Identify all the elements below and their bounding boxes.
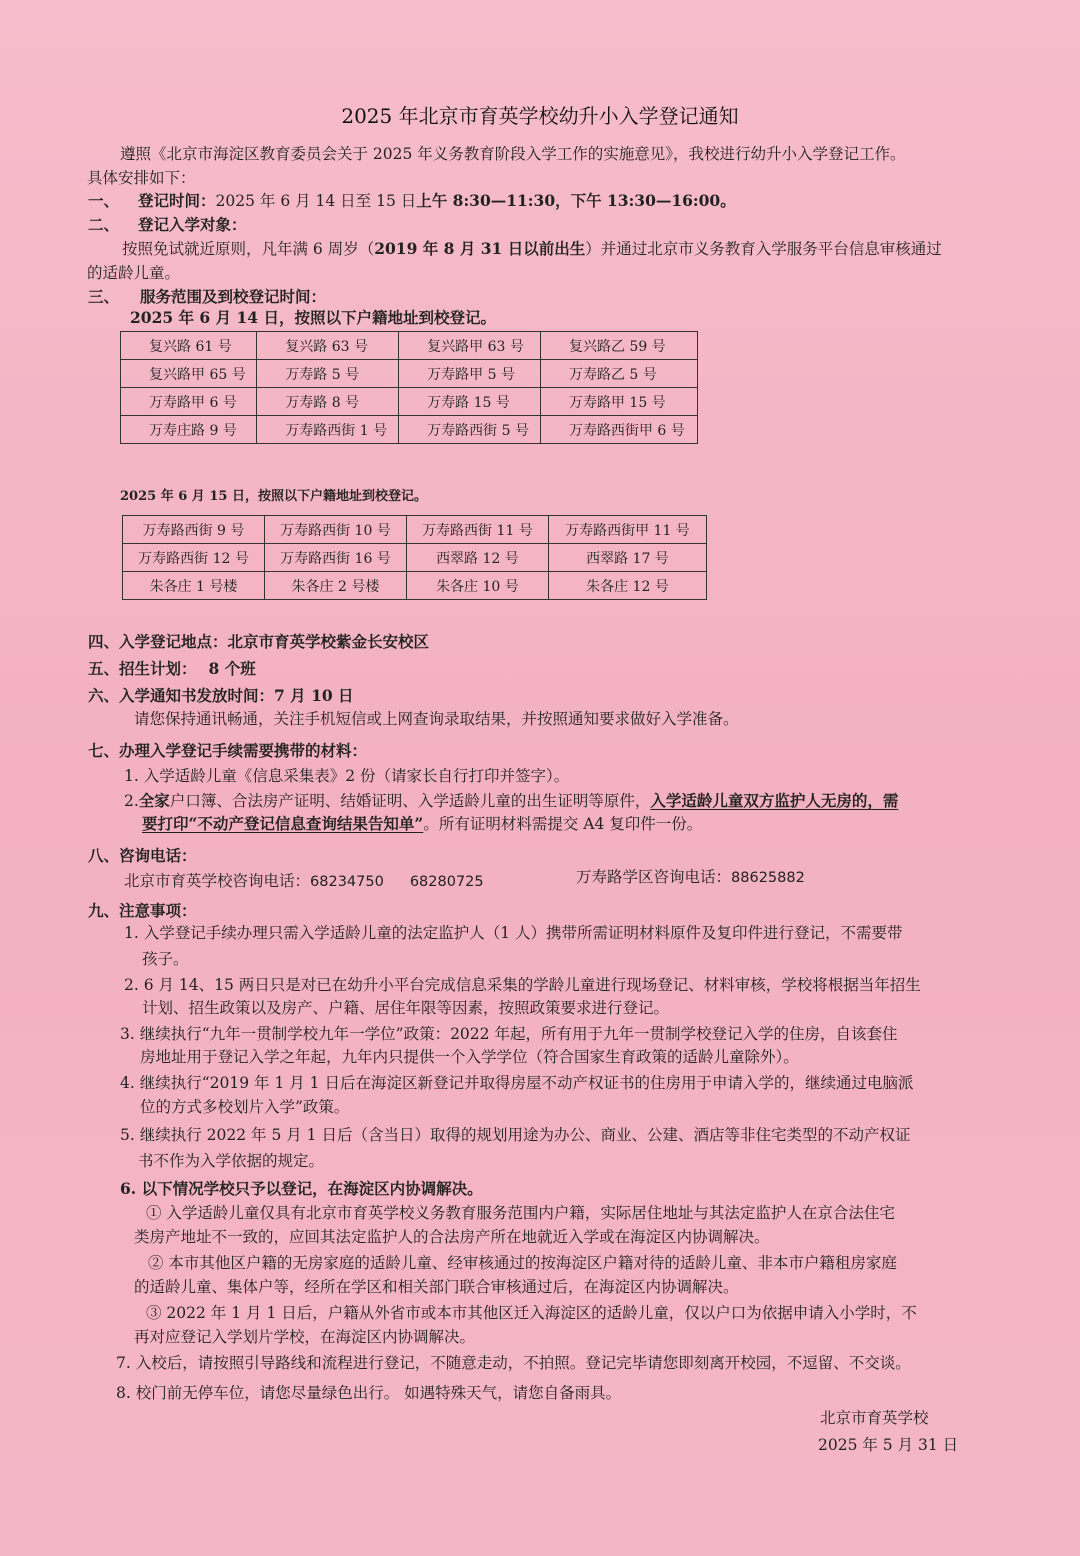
materials-item-2-text: 户口簿、合法房产证明、结婚证明、入学适龄儿童的出生证明等原件， xyxy=(169,792,651,810)
section-2-text-a: 按照免试就近原则，凡年满 6 周岁（ xyxy=(122,240,375,258)
note-1-line-1: 1. 入学登记手续办理只需入学适龄儿童的法定监护人（1 人）携带所需证明材料原件及复印件进行登记，不需要带 xyxy=(124,924,903,942)
address-cell: 万寿路甲 5 号 xyxy=(399,360,541,388)
district-phone-number: 88625882 xyxy=(731,870,805,886)
address-cell: 朱各庄 2 号楼 xyxy=(264,572,406,600)
address-cell: 朱各庄 10 号 xyxy=(406,572,548,600)
materials-item-2 xyxy=(124,790,898,812)
section-3-number: 三、 xyxy=(88,287,120,306)
address-cell: 万寿路西街 1 号 xyxy=(257,416,399,444)
intro-line-1: 遵照《北京市海淀区教育委员会关于 2025 年义务教育阶段入学工作的实施意见》，我校进行幼升小入学登记工作。 xyxy=(120,145,906,163)
section-6-label: 六、入学通知书发放时间：7 月 10 日 xyxy=(88,686,354,705)
materials-item-2-notice: 入学适龄儿童双方监护人无房的，需 xyxy=(650,791,899,810)
section-5 xyxy=(88,658,256,680)
section-1-line xyxy=(138,190,736,212)
note-1-line-2: 孩子。 xyxy=(142,950,189,968)
table-row xyxy=(121,360,698,388)
section-6-detail: 请您保持通讯畅通，关注手机短信或上网查询录取结果，并按照通知要求做好入学准备。 xyxy=(134,710,739,728)
section-1-hours: 上午 8:30—11:30，下午 13:30—16:00。 xyxy=(416,191,736,210)
day-2-heading: 2025 年 6 月 15 日，按照以下户籍地址到校登记。 xyxy=(120,489,427,504)
address-cell: 万寿路 8 号 xyxy=(257,388,399,416)
address-cell: 万寿路 15 号 xyxy=(399,388,541,416)
address-cell: 万寿庄路 9 号 xyxy=(121,416,257,444)
address-cell: 万寿路西街 12 号 xyxy=(123,544,265,572)
note-3-line-2: 房地址用于登记入学之年起，九年内只提供一个入学学位（符合国家生育政策的适龄儿童除外）。 xyxy=(140,1048,799,1066)
section-2-paragraph-end: 的适龄儿童。 xyxy=(87,264,181,282)
materials-item-2-whole-family: 全家 xyxy=(138,791,170,810)
address-cell: 复兴路甲 65 号 xyxy=(121,360,257,388)
school-phone-2: 68280725 xyxy=(409,874,484,890)
section-3-label: 服务范围及到校登记时间： xyxy=(140,287,327,306)
address-cell: 万寿路 5 号 xyxy=(257,360,399,388)
case-2-line-1: ② 本市其他区户籍的无房家庭的适龄儿童、经审核通过的按海淀区户籍对待的适龄儿童、非本市户籍租房家庭 xyxy=(148,1254,897,1272)
address-cell: 万寿路西街甲 6 号 xyxy=(540,416,697,444)
note-5-line-1: 5. 继续执行 2022 年 5 月 1 日后（含当日）取得的规划用途为办公、商业、公建、酒店等非住宅类型的不动产权证 xyxy=(120,1126,911,1144)
section-1-date: 2025 年 6 月 14 日至 15 日 xyxy=(215,192,417,210)
note-3-line-1: 3. 继续执行“九年一贯制学校九年一学位”政策：2022 年起，所有用于九年一贯制学校登记入学的住房，自该套住 xyxy=(120,1025,898,1043)
address-cell: 朱各庄 12 号 xyxy=(548,572,706,600)
address-cell: 万寿路西街 10 号 xyxy=(264,516,406,544)
table-row xyxy=(121,416,698,444)
case-3-line-2: 再对应登记入学划片学校，在海淀区内协调解决。 xyxy=(134,1328,476,1346)
address-cell: 复兴路甲 63 号 xyxy=(399,332,541,360)
address-cell: 复兴路乙 59 号 xyxy=(540,332,697,360)
address-cell: 万寿路西街 11 号 xyxy=(406,516,548,544)
address-cell: 万寿路乙 5 号 xyxy=(540,360,697,388)
table-row xyxy=(121,332,698,360)
note-8: 8. 校门前无停车位，请您尽量绿色出行。 如遇特殊天气，请您自备雨具。 xyxy=(116,1384,622,1402)
note-4-line-1: 4. 继续执行“2019 年 1 月 1 日后在海淀区新登记并取得房屋不动产权证书的住房用于申请入学的，继续通过电脑派 xyxy=(120,1074,914,1092)
address-cell: 万寿路西街 16 号 xyxy=(264,544,406,572)
section-5-value: 8 个班 xyxy=(208,659,256,678)
signature-org: 北京市育英学校 xyxy=(820,1409,929,1427)
section-5-label: 五、招生计划： xyxy=(88,659,197,678)
address-cell: 西翠路 12 号 xyxy=(406,544,548,572)
district-phone xyxy=(576,866,805,889)
section-2-number: 二、 xyxy=(88,215,120,234)
section-1-number: 一、 xyxy=(88,191,120,210)
table-row xyxy=(121,388,698,416)
materials-item-2-notice-cont: 要打印“不动产登记信息查询结果告知单” xyxy=(142,814,424,833)
note-5-line-2: 书不作为入学依据的规定。 xyxy=(138,1152,325,1170)
signature-date: 2025 年 5 月 31 日 xyxy=(818,1436,959,1454)
intro-line-2: 具体安排如下： xyxy=(87,169,196,187)
materials-item-1: 1. 入学适龄儿童《信息采集表》2 份（请家长自行打印并签字）。 xyxy=(124,767,570,785)
section-4: 四、入学登记地点：北京市育英学校紫金长安校区 xyxy=(88,632,430,651)
address-table-day-1 xyxy=(120,331,698,444)
table-row xyxy=(123,516,707,544)
case-2-line-2: 的适龄儿童、集体户等，经所在学区和相关部门联合审核通过后，在海淀区内协调解决。 xyxy=(134,1278,739,1296)
school-phone xyxy=(124,870,484,893)
materials-item-2-cont xyxy=(142,813,702,835)
case-1-line-2: 类房产地址不一致的，应回其法定监护人的合法房产所在地就近入学或在海淀区内协调解决。 xyxy=(134,1228,770,1246)
case-1-line-1: ① 入学适龄儿童仅具有北京市育英学校义务教育服务范围内户籍，实际居住地址与其法定监护人在京合法住宅 xyxy=(146,1204,895,1222)
table-row xyxy=(123,572,707,600)
table-row xyxy=(123,544,707,572)
section-7-label: 七、办理入学登记手续需要携带的材料： xyxy=(88,741,368,760)
address-cell: 西翠路 17 号 xyxy=(548,544,706,572)
address-cell: 复兴路 61 号 xyxy=(121,332,257,360)
section-2-birth-date: 2019 年 8 月 31 日以前出生 xyxy=(374,239,586,258)
note-2-line-1: 2. 6 月 14、15 两日只是对已在幼升小平台完成信息采集的学龄儿童进行现场登记、材料审核，学校将根据当年招生 xyxy=(124,976,921,994)
district-phone-label: 万寿路学区咨询电话： xyxy=(576,868,732,886)
materials-item-2-end: 。所有证明材料需提交 A4 复印件一份。 xyxy=(423,815,703,833)
address-cell: 万寿路甲 15 号 xyxy=(540,388,697,416)
address-cell: 复兴路 63 号 xyxy=(257,332,399,360)
school-phone-label: 北京市育英学校咨询电话： xyxy=(124,872,311,890)
section-1-label: 登记时间： xyxy=(138,191,216,210)
address-cell: 万寿路西街甲 11 号 xyxy=(548,516,706,544)
section-2-label: 登记入学对象： xyxy=(138,215,247,234)
section-8-label: 八、咨询电话： xyxy=(88,846,197,865)
address-cell: 万寿路西街 5 号 xyxy=(399,416,541,444)
address-table-day-2 xyxy=(122,515,707,600)
address-cell: 万寿路西街 9 号 xyxy=(123,516,265,544)
materials-item-2-number: 2. xyxy=(124,792,139,810)
case-3-line-1: ③ 2022 年 1 月 1 日后，户籍从外省市或本市其他区迁入海淀区的适龄儿童，仅以户口为依据申请入小学时，不 xyxy=(146,1304,917,1322)
note-2-line-2: 计划、招生政策以及房产、户籍、居住年限等因素，按照政策要求进行登记。 xyxy=(142,999,670,1017)
note-7: 7. 入校后，请按照引导路线和流程进行登记，不随意走动，不拍照。登记完毕请您即刻离开校园，不逗留、不交谈。 xyxy=(116,1354,911,1372)
section-2-text-c: ）并通过北京市义务教育入学服务平台信息审核通过 xyxy=(585,240,942,258)
address-cell: 万寿路甲 6 号 xyxy=(121,388,257,416)
address-cell: 朱各庄 1 号楼 xyxy=(123,572,265,600)
school-phone-1: 68234750 xyxy=(310,874,384,890)
page-title: 2025 年北京市育英学校幼升小入学登记通知 xyxy=(341,104,739,128)
section-9-label: 九、注意事项： xyxy=(88,901,197,920)
day-1-heading: 2025 年 6 月 14 日，按照以下户籍地址到校登记。 xyxy=(130,308,496,327)
section-2-paragraph xyxy=(122,238,942,260)
note-4-line-2: 位的方式多校划片入学”政策。 xyxy=(140,1098,350,1116)
note-6-heading: 6. 以下情况学校只予以登记，在海淀区内协调解决。 xyxy=(120,1179,483,1198)
